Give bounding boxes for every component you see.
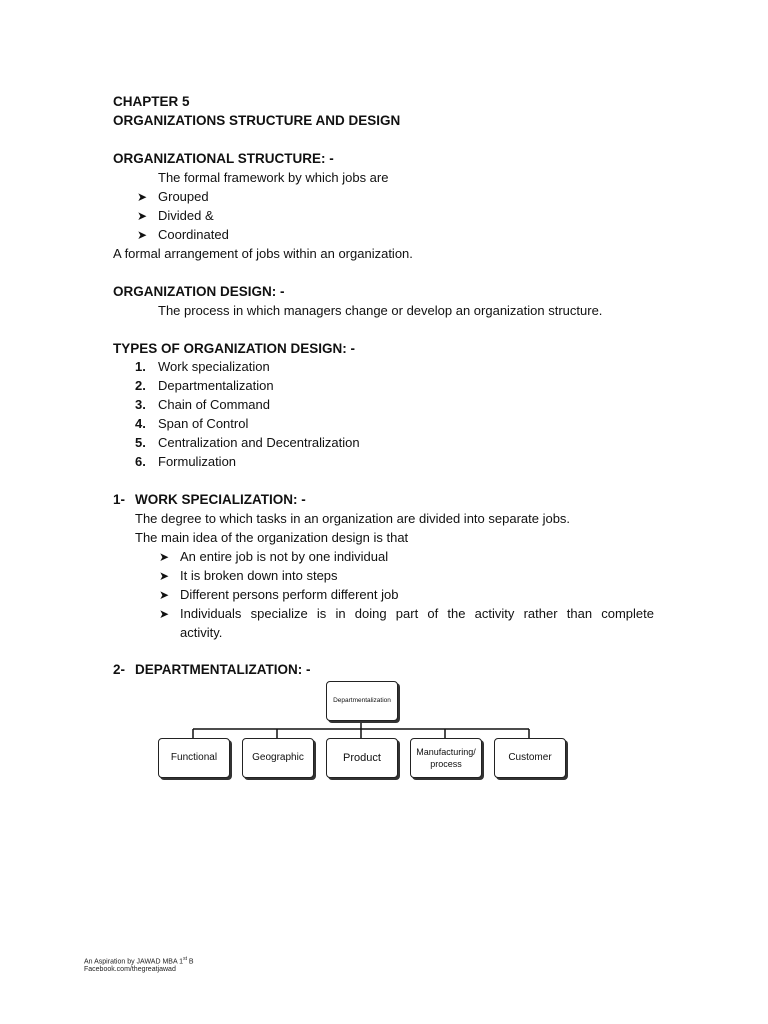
types-heading: TYPES OF ORGANIZATION DESIGN: -: [113, 341, 356, 356]
work-spec-bullet: Different persons perform different job: [180, 587, 399, 602]
types-item-label: Centralization and Decentralization: [158, 435, 360, 450]
org-chart-node-geographic: Geographic: [242, 738, 314, 778]
org-structure-bullet: Divided &: [158, 208, 214, 223]
work-spec-heading: WORK SPECIALIZATION: -: [135, 492, 306, 507]
types-item-label: Chain of Command: [158, 397, 270, 412]
footer-credit-suffix: B: [186, 958, 194, 966]
work-spec-number: 1-: [113, 492, 126, 507]
dept-number: 2-: [113, 662, 126, 677]
work-spec-bullet: An entire job is not by one individual: [180, 549, 389, 564]
org-design-heading: ORGANIZATION DESIGN: -: [113, 284, 285, 299]
org-structure-heading: ORGANIZATIONAL STRUCTURE: -: [113, 151, 334, 166]
arrowhead-bullet-icon: ➤: [159, 569, 170, 583]
chapter-number: CHAPTER 5: [113, 94, 190, 109]
org-chart-node-customer: Customer: [494, 738, 566, 778]
types-item-label: Span of Control: [158, 416, 249, 431]
arrowhead-bullet-icon: ➤: [159, 588, 170, 602]
work-spec-bullet: It is broken down into steps: [180, 568, 338, 583]
footer-credit-sup: st: [183, 956, 187, 962]
footer-facebook: Facebook.com/thegreatjawad: [84, 966, 176, 973]
chapter-title: ORGANIZATIONS STRUCTURE AND DESIGN: [113, 113, 401, 128]
work-spec-bullet-line2: activity.: [180, 625, 223, 640]
types-item-number: 1.: [135, 359, 146, 374]
work-spec-main-idea: The main idea of the organization design is that: [135, 530, 409, 545]
types-item-label: Departmentalization: [158, 378, 274, 393]
org-structure-intro: The formal framework by which jobs are: [158, 170, 389, 185]
footer-credit: [84, 956, 194, 965]
arrowhead-bullet-icon: ➤: [137, 190, 148, 204]
org-chart-node-functional: Functional: [158, 738, 230, 778]
work-spec-definition: The degree to which tasks in an organization are divided into separate jobs.: [135, 511, 571, 526]
footer-credit-text: An Aspiration by JAWAD MBA 1: [84, 958, 184, 966]
arrowhead-bullet-icon: ➤: [159, 607, 170, 621]
org-chart-node-manufacturing: Manufacturing/ process: [410, 738, 482, 778]
arrowhead-bullet-icon: ➤: [137, 228, 148, 242]
org-structure-bullet: Coordinated: [158, 227, 229, 242]
org-design-definition: The process in which managers change or develop an organization structure.: [158, 303, 603, 318]
types-item-label: Work specialization: [158, 359, 270, 374]
types-item-number: 4.: [135, 416, 146, 431]
types-item-number: 2.: [135, 378, 146, 393]
arrowhead-bullet-icon: ➤: [159, 550, 170, 564]
types-item-number: 6.: [135, 454, 146, 469]
dept-heading: DEPARTMENTALIZATION: -: [135, 662, 311, 677]
types-item-label: Formulization: [158, 454, 237, 469]
types-item-number: 3.: [135, 397, 146, 412]
types-item-number: 5.: [135, 435, 146, 450]
org-structure-summary: A formal arrangement of jobs within an organization.: [113, 246, 413, 261]
org-chart-node-product: Product: [326, 738, 398, 778]
arrowhead-bullet-icon: ➤: [137, 209, 148, 223]
org-chart-root-node: Departmentalization: [326, 681, 398, 721]
work-spec-bullet-line1: Individuals specialize is in doing part of the activity rather than complete: [180, 606, 654, 621]
org-structure-bullet: Grouped: [158, 189, 209, 204]
